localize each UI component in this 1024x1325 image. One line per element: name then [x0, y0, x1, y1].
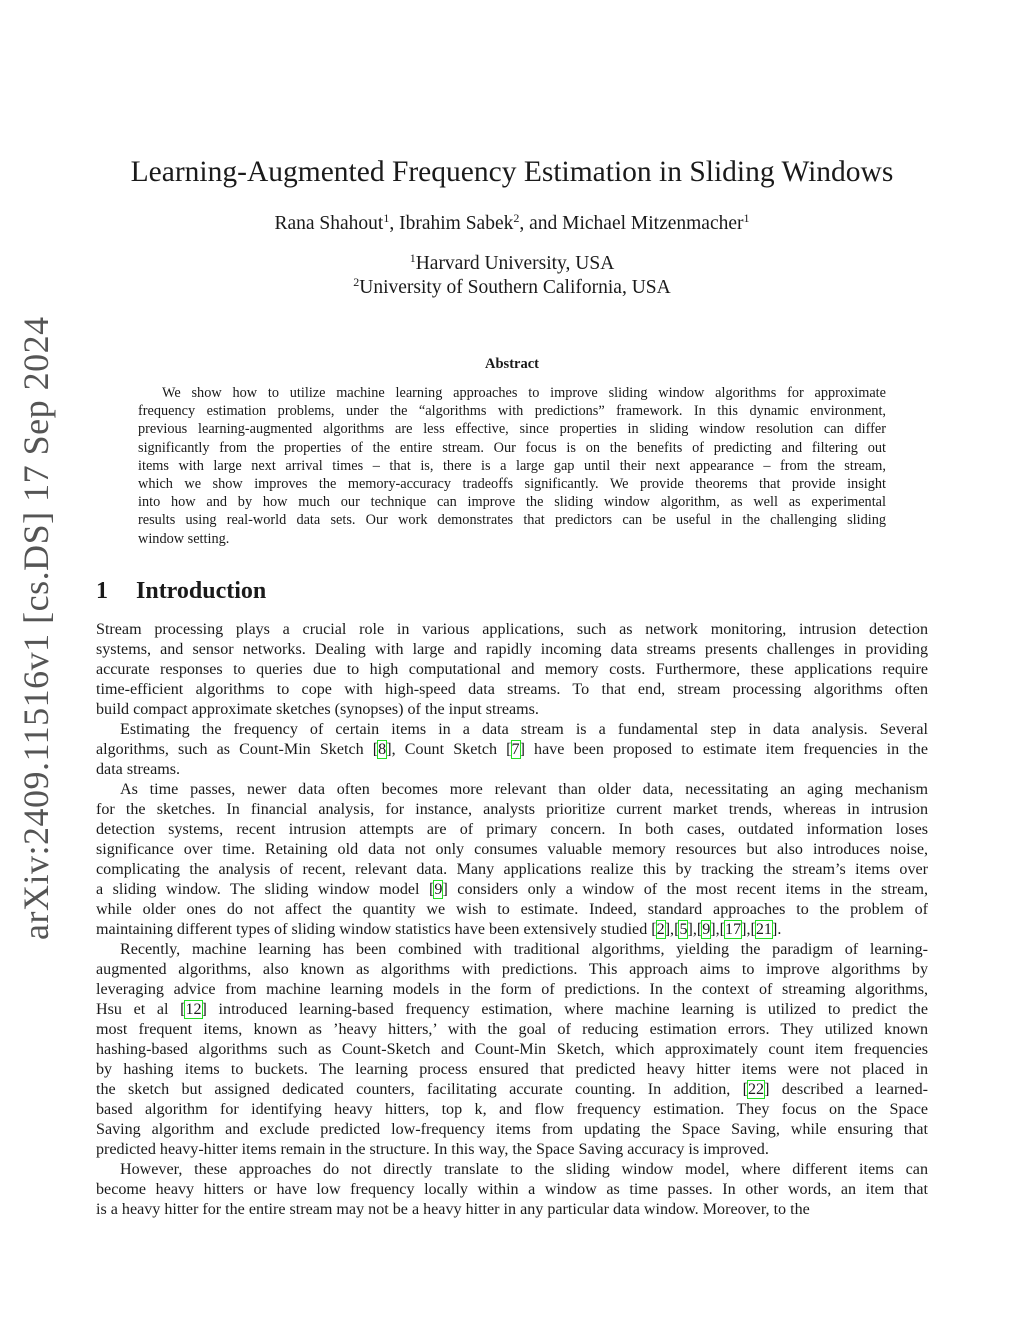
section-heading [96, 575, 266, 607]
paragraph [96, 620, 928, 720]
citation-link[interactable]: 22 [747, 1081, 765, 1098]
text-line: Estimating the frequency of certain items in a data stream is a fundamental step in data analysis. Several [120, 721, 928, 738]
text-line: Saving algorithm and exclude predicted low-frequency items from updating the Space Saving, while ensuring that [96, 1121, 928, 1138]
text-line: Recently, machine learning has been combined with traditional algorithms, yielding the paradigm of learning- [120, 941, 928, 958]
abstract-line: which we show improves the memory-accuracy tradeoffs significantly. We provide theorems that provide insight [138, 476, 886, 493]
affiliation-mark: 2 [353, 275, 360, 289]
text-line: become heavy hitters or have low frequency locally within a window as time passes. In other words, an item that [96, 1181, 928, 1198]
citation-link[interactable]: 9 [702, 921, 711, 938]
citation-link[interactable]: 21 [755, 921, 772, 938]
text-line: while older ones do not affect the quantity we wish to estimate. Indeed, standard approaches to the problem of [96, 901, 928, 918]
author-name: Michael Mitzenmacher [562, 213, 744, 234]
text-line: However, these approaches do not directly translate to the sliding window model, where different items can [120, 1161, 928, 1178]
affiliation-mark: 1 [409, 251, 416, 265]
author-separator: , [389, 213, 400, 234]
author-name: Rana Shahout [274, 213, 384, 234]
author-separator: , and [519, 213, 563, 234]
citation-link[interactable]: 5 [679, 921, 688, 938]
arxiv-identifier: arXiv:2409.11516v1 [cs.DS] 17 Sep 2024 [16, 316, 56, 940]
text-line: augmented algorithms, also known as algorithms with predictions. This approach aims to improve algorithms by [96, 961, 928, 978]
abstract-line: items with large next arrival times – that is, there is a large gap until their next appearance – from the stream, [138, 457, 886, 474]
text-line: complicating the analysis of recent, relevant data. Many applications realize this by tracking the stream’s items over [96, 861, 928, 878]
body-text [96, 620, 928, 1220]
author-name: Ibrahim Sabek [399, 213, 514, 234]
text-line: As time passes, newer data often becomes more relevant than older data, necessitating an aging mechanism [120, 781, 928, 798]
abstract-line: significantly from the properties of the entire stream. Our focus is on the benefits of predicting and filtering out [138, 439, 886, 456]
text-line: hashing-based algorithms such as Count-Sketch and Count-Min Sketch, which approximately count item frequencies [96, 1041, 928, 1058]
text-line: time-efficient algorithms to cope with high-speed data streams. To that end, stream processing algorithms often [96, 681, 928, 698]
text-line: maintaining different types of sliding window statistics have been extensively studied [2],[5],[9],[17],[21]. [96, 921, 782, 938]
text-line: algorithms, such as Count-Min Sketch [8], Count Sketch [7] have been proposed to estimate item frequencies in the [96, 741, 928, 758]
text-line: Hsu et al [12] introduced learning-based frequency estimation, where machine learning is utilized to predict the [96, 1001, 928, 1018]
text-line: is a heavy hitter for the entire stream may not be a heavy hitter in any particular data window. Moreover, to the [96, 1201, 810, 1218]
abstract-line: window setting. [138, 530, 230, 547]
author-affiliation-mark: 2 [513, 211, 520, 225]
abstract-line: into how and by how much our technique can improve the sliding window algorithm, as well as experimental [138, 494, 886, 511]
author-affiliation-mark: 1 [743, 211, 750, 225]
text-line: Stream processing plays a crucial role in various applications, such as network monitoring, intrusion detection [96, 621, 928, 638]
paragraph [96, 940, 928, 1160]
text-line: based algorithm for identifying heavy hitters, top k, and flow frequency estimation. They focus on the Space [96, 1101, 928, 1118]
text-line: detection systems, recent intrusion attempts are of primary concern. In both cases, outdated information loses [96, 821, 928, 838]
section-title: Introduction [136, 578, 267, 604]
citation-link[interactable]: 17 [725, 921, 742, 938]
paragraph [96, 720, 928, 780]
text-line: a sliding window. The sliding window model [9] considers only a window of the most recent items in the stream, [96, 881, 928, 898]
citation-link[interactable]: 9 [434, 881, 443, 898]
affiliation [0, 252, 1024, 276]
author-list [0, 210, 1024, 238]
citation-link[interactable]: 12 [185, 1001, 202, 1018]
text-line: build compact approximate sketches (synopses) of the input streams. [96, 701, 539, 718]
affiliation [0, 276, 1024, 300]
text-line: most frequent items, known as ’heavy hitters,’ with the goal of reducing estimation errors. They utilized known [96, 1021, 928, 1038]
text-line: the sketch but assigned dedicated counters, facilitating accurate counting. In addition, [22] described a learned- [96, 1081, 929, 1098]
paragraph [96, 780, 928, 940]
text-line: systems, and sensor networks. Dealing with large and rapidly incoming data streams presents challenges in providing [96, 641, 928, 658]
paragraph [96, 1160, 928, 1220]
text-line: leveraging advice from machine learning models in the form of predictions. In the context of streaming algorithms, [96, 981, 928, 998]
section-number: 1 [96, 578, 108, 604]
citation-link[interactable]: 8 [378, 741, 387, 758]
citation-link[interactable]: 2 [656, 921, 665, 938]
abstract-line: frequency estimation problems, under the “algorithms with predictions” framework. In this dynamic environment, [138, 403, 886, 420]
text-line: data streams. [96, 761, 181, 778]
affiliation-name: University of Southern California, USA [359, 277, 671, 298]
abstract-line: previous learning-augmented algorithms are less effective, since properties in sliding window resolution can differ [138, 421, 886, 438]
text-line: significance over time. Retaining old data not only consumes valuable memory resources but also introduces noise, [96, 841, 928, 858]
text-line: predicted heavy-hitter items remain in the structure. In this way, the Space Saving accuracy is improved. [96, 1141, 769, 1158]
text-line: for the sketches. In financial analysis, for instance, analysts prioritize current market trends, whereas in intrusion [96, 801, 928, 818]
abstract-line: We show how to utilize machine learning approaches to improve sliding window algorithms for approximate [162, 385, 886, 401]
author-affiliation-mark: 1 [383, 211, 390, 225]
text-line: accurate responses to queries due to high computational and memory costs. Furthermore, these applications require [96, 661, 928, 678]
abstract-line: results using real-world data sets. Our work demonstrates that predictors can be useful in the challenging sliding [138, 512, 886, 529]
paper-title: Learning-Augmented Frequency Estimation in Sliding Windows [130, 156, 894, 188]
affiliation-name: Harvard University, USA [415, 253, 615, 274]
affiliation-list [0, 252, 1024, 300]
abstract-text [138, 384, 886, 548]
text-line: by hashing items to buckets. The learning process ensured that predicted heavy hitter items were not placed in [96, 1061, 928, 1078]
citation-link[interactable]: 7 [511, 741, 520, 758]
abstract-heading: Abstract [485, 356, 539, 372]
